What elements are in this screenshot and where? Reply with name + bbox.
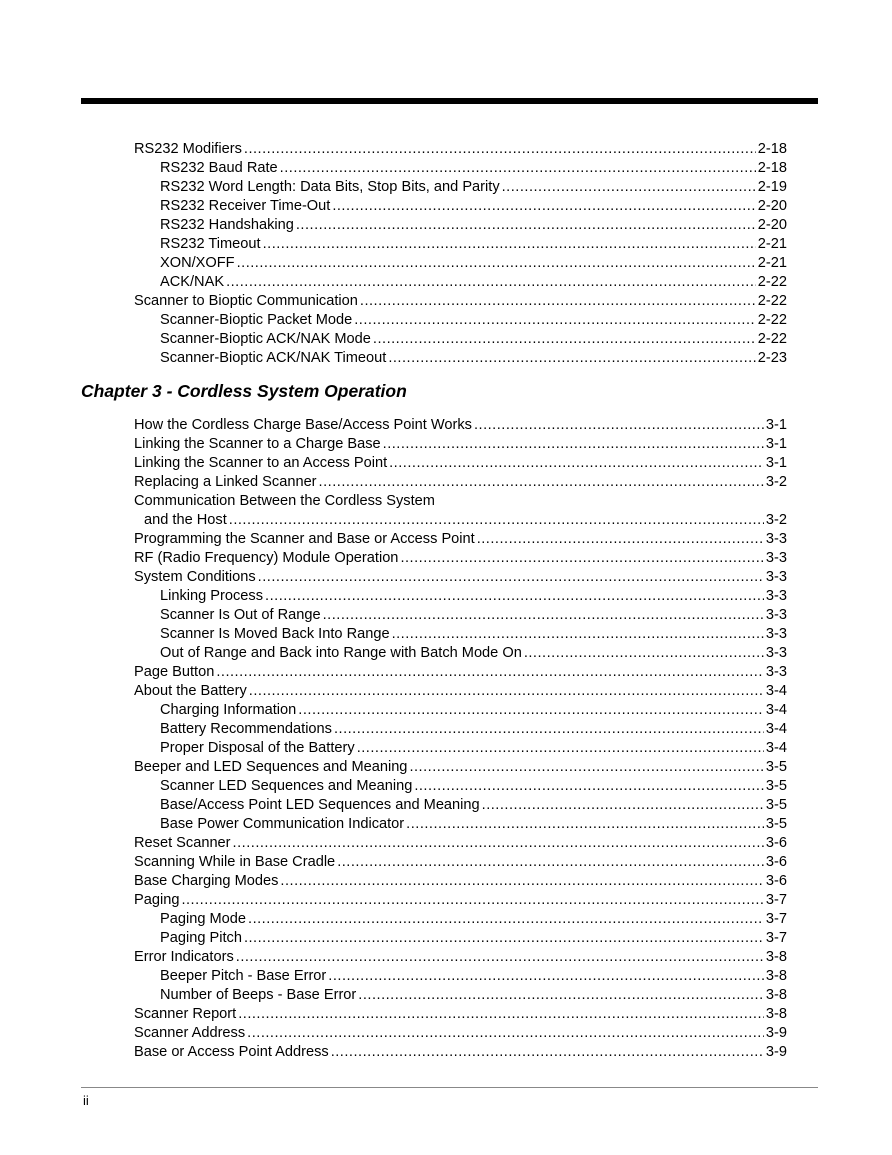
page-number: ii	[83, 1093, 89, 1108]
leader-dots	[249, 682, 764, 701]
toc-entry-title: RS232 Baud Rate	[160, 160, 278, 176]
toc-entry[interactable]	[81, 330, 787, 349]
toc-entry-title: Linking the Scanner to a Charge Base	[134, 436, 381, 452]
leader-dots	[414, 777, 764, 796]
leader-dots	[280, 872, 764, 891]
toc-entry[interactable]	[81, 473, 787, 492]
leader-dots	[388, 349, 755, 368]
toc-entry[interactable]	[81, 891, 787, 910]
toc-entry-page: 2-18	[757, 160, 787, 176]
leader-dots	[236, 948, 764, 967]
toc-entry-page: 3-3	[765, 569, 787, 585]
leader-dots	[482, 796, 764, 815]
toc-entry[interactable]	[81, 254, 787, 273]
toc-entry[interactable]	[81, 720, 787, 739]
toc-entry-title: Scanner-Bioptic ACK/NAK Timeout	[160, 350, 387, 366]
toc-section-chapter-2	[81, 140, 787, 368]
toc-entry-title: Scanner Is Out of Range	[160, 607, 321, 623]
toc-entry-page: 2-21	[757, 236, 787, 252]
toc-entry-page: 3-8	[765, 987, 787, 1003]
toc-entry-page: 2-23	[757, 350, 787, 366]
toc-entry[interactable]	[81, 644, 787, 663]
leader-dots	[409, 758, 763, 777]
toc-entry-title: Scanner LED Sequences and Meaning	[160, 778, 413, 794]
toc-entry-page: 3-2	[765, 474, 787, 490]
toc-entry[interactable]	[81, 625, 787, 644]
leader-dots	[477, 530, 764, 549]
toc-entry[interactable]	[81, 834, 787, 853]
toc-entry-title: RS232 Modifiers	[134, 141, 242, 157]
leader-dots	[298, 701, 764, 720]
toc-entry[interactable]	[81, 796, 787, 815]
toc-entry-title: Scanner Is Moved Back Into Range	[160, 626, 390, 642]
toc-entry-title: Paging Pitch	[160, 930, 242, 946]
toc-entry-page: 3-9	[765, 1044, 787, 1060]
toc-entry-title: Beeper and LED Sequences and Meaning	[134, 759, 408, 775]
leader-dots	[248, 910, 764, 929]
toc-entry-title: Charging Information	[160, 702, 297, 718]
toc-entry[interactable]	[81, 1005, 787, 1024]
toc-entry-page: 3-7	[765, 930, 787, 946]
toc-entry-title: Beeper Pitch - Base Error	[160, 968, 327, 984]
leader-dots	[383, 435, 764, 454]
leader-dots	[373, 330, 756, 349]
toc-entry-title: Paging Mode	[160, 911, 247, 927]
toc-entry-page: 3-4	[765, 683, 787, 699]
leader-dots	[265, 587, 764, 606]
toc-entry[interactable]	[81, 530, 787, 549]
header-rule	[81, 98, 818, 104]
toc-entry-title: Scanner Report	[134, 1006, 237, 1022]
toc-entry-title: Replacing a Linked Scanner	[134, 474, 317, 490]
toc-entry-page: 3-5	[765, 816, 787, 832]
toc-entry-page: 3-2	[765, 512, 787, 528]
leader-dots	[392, 625, 764, 644]
toc-entry-page: 3-3	[765, 645, 787, 661]
toc-entry-title: Base Power Communication Indicator	[160, 816, 405, 832]
leader-dots	[238, 1005, 764, 1024]
leader-dots	[258, 568, 764, 587]
toc-entry-title: About the Battery	[134, 683, 247, 699]
toc-entry-title: ACK/NAK	[160, 274, 225, 290]
toc-entry-title: Programming the Scanner and Base or Access Point	[134, 531, 475, 547]
toc-entry-title: Scanner-Bioptic Packet Mode	[160, 312, 353, 328]
toc-entry-title: Battery Recommendations	[160, 721, 332, 737]
toc-entry-title: XON/XOFF	[160, 255, 235, 271]
toc-entry-page: 2-21	[757, 255, 787, 271]
toc-entry-page: 3-3	[765, 550, 787, 566]
toc-entry-title: Number of Beeps - Base Error	[160, 987, 357, 1003]
toc-entry-page: 3-5	[765, 778, 787, 794]
leader-dots	[244, 929, 764, 948]
leader-dots	[357, 739, 764, 758]
toc-entry[interactable]	[81, 948, 787, 967]
footer-rule	[81, 1087, 818, 1088]
toc-entry[interactable]	[81, 967, 787, 986]
toc-entry[interactable]	[81, 454, 787, 473]
toc-entry-title-line1: Communication Between the Cordless System	[134, 493, 435, 509]
toc-entry[interactable]	[81, 929, 787, 948]
toc-entry[interactable]	[81, 159, 787, 178]
toc-entry-page: 3-9	[765, 1025, 787, 1041]
toc-entry-title: Base or Access Point Address	[134, 1044, 329, 1060]
toc-entry-page: 2-20	[757, 198, 787, 214]
leader-dots	[280, 159, 756, 178]
toc-entry[interactable]	[81, 273, 787, 292]
toc-entry[interactable]	[81, 216, 787, 235]
toc-entry[interactable]	[81, 549, 787, 568]
toc-entry[interactable]	[81, 1043, 787, 1062]
leader-dots	[216, 663, 764, 682]
toc-entry[interactable]	[81, 178, 787, 197]
toc-entry-page: 3-3	[765, 626, 787, 642]
toc-entry-page: 3-4	[765, 740, 787, 756]
table-of-contents	[81, 140, 787, 1062]
toc-entry[interactable]	[81, 140, 787, 159]
toc-section-chapter-3	[81, 416, 787, 492]
toc-entry[interactable]	[81, 758, 787, 777]
toc-entry-title: Scanner-Bioptic ACK/NAK Mode	[160, 331, 371, 347]
toc-entry-title: Page Button	[134, 664, 215, 680]
toc-entry-title: Paging	[134, 892, 180, 908]
toc-entry-title: Scanner to Bioptic Communication	[134, 293, 358, 309]
toc-entry[interactable]	[81, 416, 787, 435]
leader-dots	[332, 197, 755, 216]
leader-dots	[360, 292, 756, 311]
toc-entry[interactable]	[81, 235, 787, 254]
leader-dots	[389, 454, 764, 473]
toc-entry[interactable]	[81, 663, 787, 682]
toc-entry[interactable]	[81, 815, 787, 834]
leader-dots	[296, 216, 756, 235]
toc-entry-page: 2-22	[757, 331, 787, 347]
toc-entry-page: 3-6	[765, 854, 787, 870]
leader-dots	[226, 273, 756, 292]
toc-entry-page: 2-22	[757, 312, 787, 328]
leader-dots	[400, 549, 763, 568]
toc-entry[interactable]	[81, 872, 787, 891]
leader-dots	[337, 853, 764, 872]
toc-entry[interactable]	[81, 568, 787, 587]
toc-entry-title: Base/Access Point LED Sequences and Meaning	[160, 797, 480, 813]
toc-entry-title: Error Indicators	[134, 949, 234, 965]
toc-wrapped-entry[interactable]	[81, 492, 787, 530]
toc-entry-title: Linking Process	[160, 588, 264, 604]
toc-entry-title: RS232 Handshaking	[160, 217, 294, 233]
toc-entry-page: 2-19	[757, 179, 787, 195]
leader-dots	[229, 511, 764, 530]
leader-dots	[181, 891, 763, 910]
leader-dots	[406, 815, 764, 834]
toc-entry-page: 3-3	[765, 607, 787, 623]
toc-entry[interactable]	[81, 197, 787, 216]
leader-dots	[524, 644, 764, 663]
leader-dots	[502, 178, 756, 197]
toc-entry-page: 3-8	[765, 968, 787, 984]
toc-entry	[81, 511, 787, 530]
toc-entry-title: and the Host	[144, 512, 227, 528]
toc-entry[interactable]	[81, 311, 787, 330]
leader-dots	[323, 606, 764, 625]
toc-entry[interactable]	[81, 606, 787, 625]
toc-entry[interactable]	[81, 910, 787, 929]
leader-dots	[334, 720, 764, 739]
leader-dots	[247, 1024, 764, 1043]
leader-dots	[319, 473, 764, 492]
toc-entry-title: Proper Disposal of the Battery	[160, 740, 355, 756]
toc-entry-page: 3-6	[765, 873, 787, 889]
toc-entry[interactable]	[81, 349, 787, 368]
toc-entry-title: Out of Range and Back into Range with Batch Mode On	[160, 645, 522, 661]
leader-dots	[263, 235, 756, 254]
toc-entry-title: Reset Scanner	[134, 835, 231, 851]
leader-dots	[331, 1043, 764, 1062]
toc-entry[interactable]	[81, 777, 787, 796]
toc-entry-page: 3-7	[765, 911, 787, 927]
chapter-heading: Chapter 3 - Cordless System Operation	[81, 381, 407, 401]
toc-entry-title: Linking the Scanner to an Access Point	[134, 455, 388, 471]
toc-entry-page: 3-3	[765, 664, 787, 680]
toc-entry-title: RS232 Receiver Time-Out	[160, 198, 331, 214]
toc-entry-page: 2-22	[757, 274, 787, 290]
toc-entry-page: 3-3	[765, 531, 787, 547]
toc-entry[interactable]	[81, 853, 787, 872]
leader-dots	[354, 311, 756, 330]
toc-entry-page: 3-1	[765, 417, 787, 433]
toc-entry-page: 3-4	[765, 702, 787, 718]
toc-entry-page: 3-7	[765, 892, 787, 908]
toc-entry-page: 3-8	[765, 1006, 787, 1022]
leader-dots	[244, 140, 756, 159]
toc-entry-title: System Conditions	[134, 569, 256, 585]
toc-entry[interactable]	[81, 435, 787, 454]
toc-entry[interactable]	[81, 701, 787, 720]
toc-entry-title: RF (Radio Frequency) Module Operation	[134, 550, 399, 566]
toc-section-chapter-3-cont	[81, 530, 787, 1062]
toc-entry[interactable]	[81, 682, 787, 701]
toc-entry[interactable]	[81, 292, 787, 311]
toc-entry[interactable]	[81, 1024, 787, 1043]
toc-entry-page: 3-6	[765, 835, 787, 851]
toc-entry[interactable]	[81, 587, 787, 606]
toc-entry-title: Base Charging Modes	[134, 873, 279, 889]
toc-entry[interactable]	[81, 986, 787, 1005]
toc-entry[interactable]	[81, 739, 787, 758]
leader-dots	[474, 416, 764, 435]
toc-entry-page: 3-3	[765, 588, 787, 604]
toc-entry-title: Scanning While in Base Cradle	[134, 854, 336, 870]
toc-entry-title: RS232 Timeout	[160, 236, 261, 252]
toc-entry-title: Scanner Address	[134, 1025, 246, 1041]
leader-dots	[233, 834, 764, 853]
leader-dots	[328, 967, 764, 986]
toc-entry-page: 2-22	[757, 293, 787, 309]
leader-dots	[237, 254, 756, 273]
toc-entry-page: 2-18	[757, 141, 787, 157]
toc-entry-page: 3-8	[765, 949, 787, 965]
toc-entry-page: 3-1	[765, 455, 787, 471]
toc-entry-title: RS232 Word Length: Data Bits, Stop Bits, and Parity	[160, 179, 500, 195]
toc-entry-page: 3-1	[765, 436, 787, 452]
toc-entry-page: 2-20	[757, 217, 787, 233]
toc-entry-title: How the Cordless Charge Base/Access Point Works	[134, 417, 472, 433]
leader-dots	[358, 986, 764, 1005]
toc-entry-page: 3-5	[765, 797, 787, 813]
toc-entry-page: 3-4	[765, 721, 787, 737]
toc-entry-page: 3-5	[765, 759, 787, 775]
